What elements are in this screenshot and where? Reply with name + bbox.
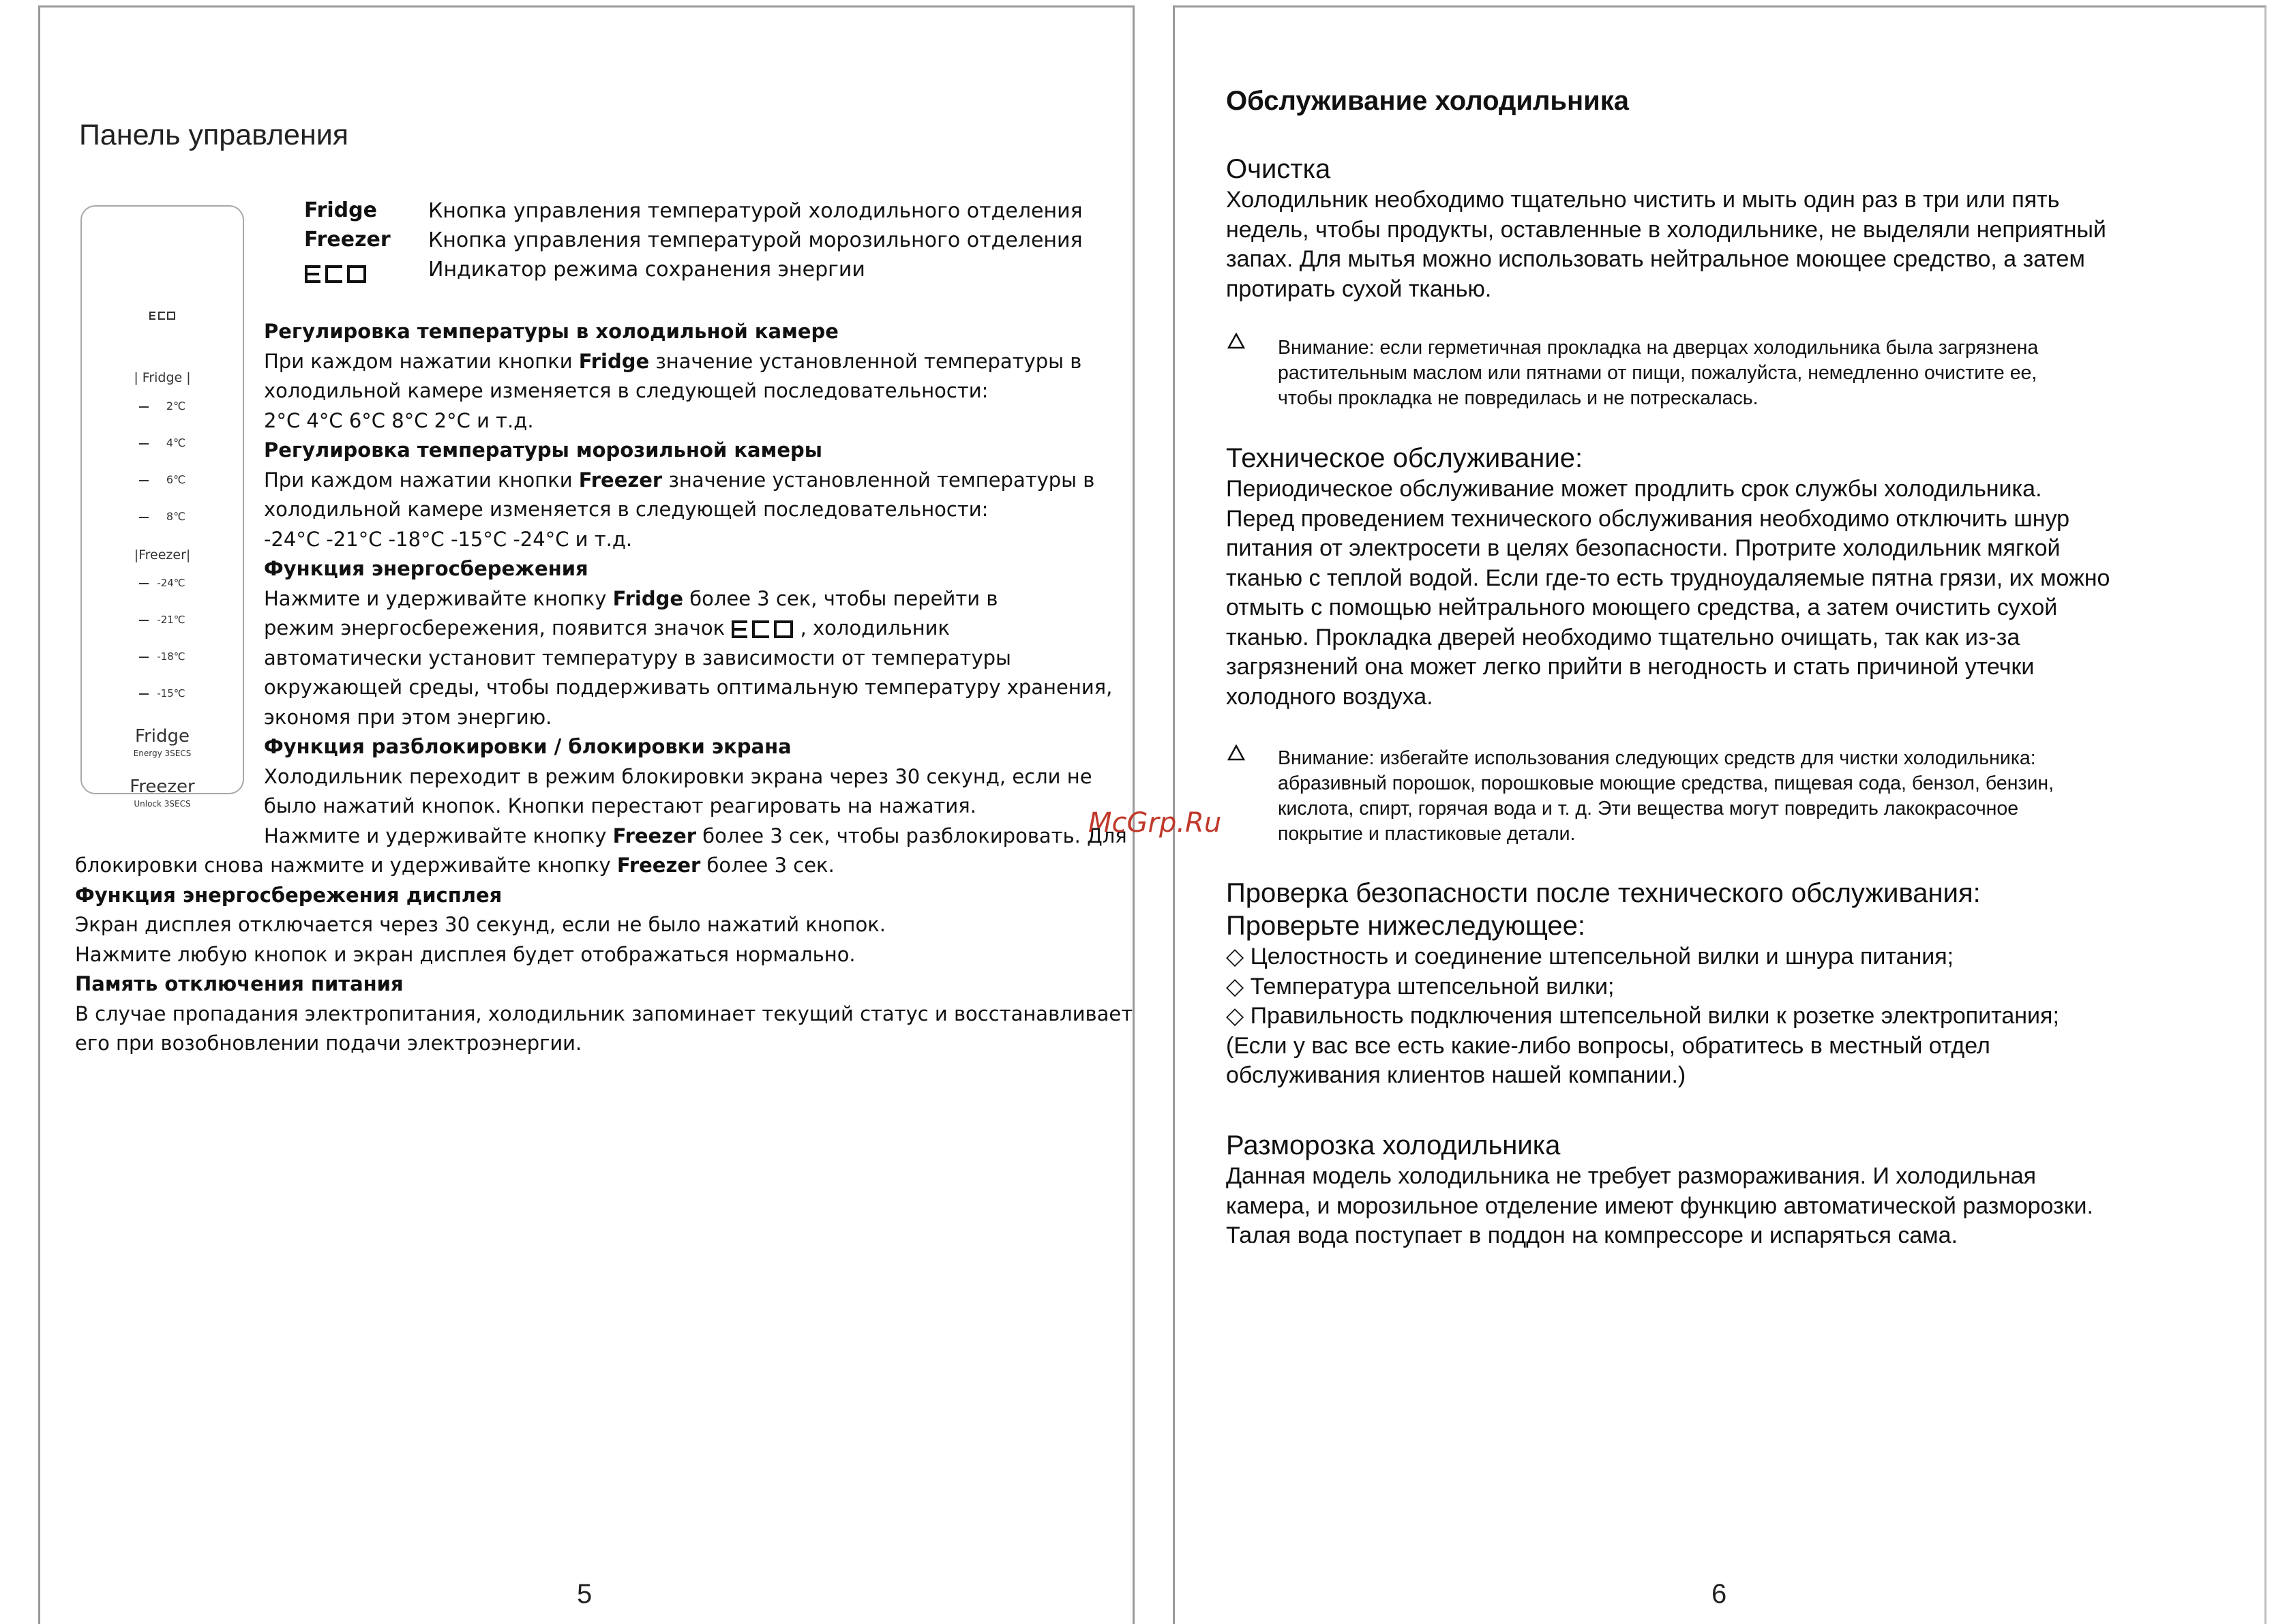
cleaning-warning: Внимание: если герметичная прокладка на дверцах холодильника была загрязнена растительным маслом или пятнами от пищи, пожалуйста, немедленно очистите ее, чтобы прокладка не повредилась и не потрескалась. bbox=[1278, 337, 2039, 409]
fridge-button[interactable]: Fridge bbox=[135, 726, 190, 747]
fridge-temp-6: 6℃ bbox=[82, 473, 243, 486]
fridge-button-sublabel: Energy 3SECS bbox=[133, 749, 192, 758]
fridge-section-heading: Регулировка температуры в холодильной камере bbox=[264, 320, 839, 343]
fridge-temp-8: 8℃ bbox=[82, 510, 243, 523]
freezer-button[interactable]: Freezer bbox=[130, 777, 195, 797]
freezer-section-heading: Регулировка температуры морозильной камеры bbox=[264, 438, 822, 462]
legend-desc-freezer: Кнопка управления температурой морозильного отделения bbox=[428, 228, 1083, 252]
warning-triangle-icon bbox=[1227, 745, 1245, 764]
legend-desc-fridge: Кнопка управления температурой холодильного отделения bbox=[428, 199, 1083, 223]
maintenance-heading: Техническое обслуживание: bbox=[1226, 443, 1583, 473]
control-panel-illustration bbox=[80, 205, 244, 809]
freezer-sequence: -24°C -21°C -18°C -15°C -24°C и т.д. bbox=[264, 527, 633, 551]
display-section-heading: Функция энергосбережения дисплея bbox=[75, 883, 503, 907]
fridge-sequence: 2°C 4°C 6°C 8°C 2°C и т.д. bbox=[264, 408, 534, 432]
warning-triangle-icon bbox=[1227, 333, 1245, 352]
freezer-temp-21: -21℃ bbox=[82, 614, 243, 626]
freezer-indicator-label: |Freezer| bbox=[134, 547, 191, 562]
defrost-section: Разморозка холодильника Данная модель холодильника не требует размораживания. И холодильная камера, и морозильное отделение имеют функцию автоматической разморозки. Талая вода поступает в поддон на компрессоре и испаряться сама. bbox=[1226, 1130, 2093, 1248]
memory-section-heading: Память отключения питания bbox=[75, 972, 404, 995]
cleaning-heading: Очистка bbox=[1226, 154, 1331, 184]
safety-subheading: Проверьте нижеследующее: bbox=[1226, 911, 1586, 941]
freezer-temp-24: -24℃ bbox=[82, 577, 243, 589]
maintenance-warning: Внимание: избегайте использования следующих средств для чистки холодильника: абразивный порошок, порошковые моющие средства, пищевая сода, бензол, бензин, кислота, спирт, горячая вода и т. д. Эти вещества могут повредить лакокрасочное покрытие и пластиковые детали. bbox=[1278, 747, 2054, 845]
fridge-indicator-label: | Fridge | bbox=[134, 370, 191, 385]
page-title-right: Обслуживание холодильника bbox=[1226, 86, 1629, 116]
eco-indicator-icon bbox=[82, 310, 243, 323]
legend-desc-eco: Индикатор режима сохранения энергии bbox=[428, 258, 865, 282]
legend-key-freezer: Freezer bbox=[304, 228, 391, 252]
page-title-left: Панель управления bbox=[79, 119, 349, 151]
inline-eco-icon bbox=[731, 616, 794, 640]
freezer-temp-15: -15℃ bbox=[82, 687, 243, 700]
fridge-temp-4: 4℃ bbox=[82, 436, 243, 449]
fridge-temp-2: 2℃ bbox=[82, 400, 243, 412]
page-number-left: 5 bbox=[577, 1579, 593, 1609]
lock-section-heading: Функция разблокировки / блокировки экрана bbox=[264, 735, 792, 758]
watermark: McGrp.Ru bbox=[1088, 807, 1222, 839]
energy-section-heading: Функция энергосбережения bbox=[264, 557, 588, 580]
maintenance-section: Техническое обслуживание: Периодическое обслуживание может продлить срок службы холодильника. Перед проведением технического обслуживания необходимо отключить шнур питания от электросети в целях безопасности. Протрите холодильник мягкой тканью с теплой водой. Если где-то есть трудноудаляемые пятна грязи, их можно отмыть с помощью нейтрального моющего средства, а затем очистить сухой тканью. Прокладка дверей необходимо тщательно очищать, так как из-за загрязнений она может легко прийти в негодность и стать причиной утечки холодного воздуха. bbox=[1226, 443, 2110, 710]
cleaning-section: Очистка Холодильник необходимо тщательно чистить и мыть один раз в три или пять недель, чтобы продукты, оставленные в холодильнике, не выделяли неприятный запах. Для мытья можно использовать нейтральное моющее средство, а затем протирать сухой тканью. bbox=[1226, 154, 2106, 302]
left-body-text-full-width: блокировки снова нажмите и удерживайте кнопку Freezer более 3 сек. Функция энергосбережения дисплея Экран дисплея отключается через 30 секунд, если не было нажатий кнопок. Нажмите любую кнопок и экран дисплея будет отображаться нормально. Память отключения питания В случае пропадания электропитания, холодильник запоминает текущий статус и восстанавливает его при возобновлении подачи электроэнергии. bbox=[75, 854, 1133, 1055]
left-body-text: Регулировка температуры в холодильной камере При каждом нажатии кнопки Fridge значение установленной температуры в холодильной камере изменяется в следующей последовательности: 2°C 4°C 6°C 8°C 2°C и т.д. Регулировка температуры морозильной камеры При каждом нажатии кнопки Freezer значение установленной температуры в холодильной камере изменяется в следующей последовательности: -24°C -21°C -18°C -15°C -24°C и т.д. Функция энергосбережения Нажмите и удерживайте кнопку Fridge более 3 сек, чтобы перейти в режим энергосбережения, появится значок , холодильник автоматически установит температуру в зависимости от температуры окружающей среды, чтобы поддерживать оптимальную температуру хранения, экономя при этом энергию. Функция разблокировки / блокировки экрана Холодильник переходит в режим блокировки экрана через 30 секунд, если не было нажатий кнопок. Кнопки перестают реагировать на нажатия. Нажмите и удерживайте кнопку Freezer более 3 сек, чтобы разблокировать. Для bbox=[264, 317, 1127, 851]
safety-section: Проверка безопасности после технического обслуживания: Проверьте нижеследующее: ◇ Целостность и соединение штепсельной вилки и шнура питания; ◇ Температура штепсельной вилки; ◇ Правильность подключения штепсельной вилки к розетке электропитания; (Если у вас все есть какие-либо вопросы, обратитесь в местный отдел обслуживания клиентов нашей компании.) bbox=[1226, 878, 2059, 1088]
legend-eco-icon bbox=[304, 265, 367, 287]
freezer-temp-18: -18℃ bbox=[82, 650, 243, 663]
page-number-right: 6 bbox=[1711, 1579, 1727, 1609]
legend-key-fridge: Fridge bbox=[304, 198, 377, 222]
freezer-button-sublabel: Unlock 3SECS bbox=[134, 799, 191, 809]
defrost-heading: Разморозка холодильника bbox=[1226, 1130, 1561, 1160]
safety-heading: Проверка безопасности после технического обслуживания: bbox=[1226, 878, 1981, 908]
